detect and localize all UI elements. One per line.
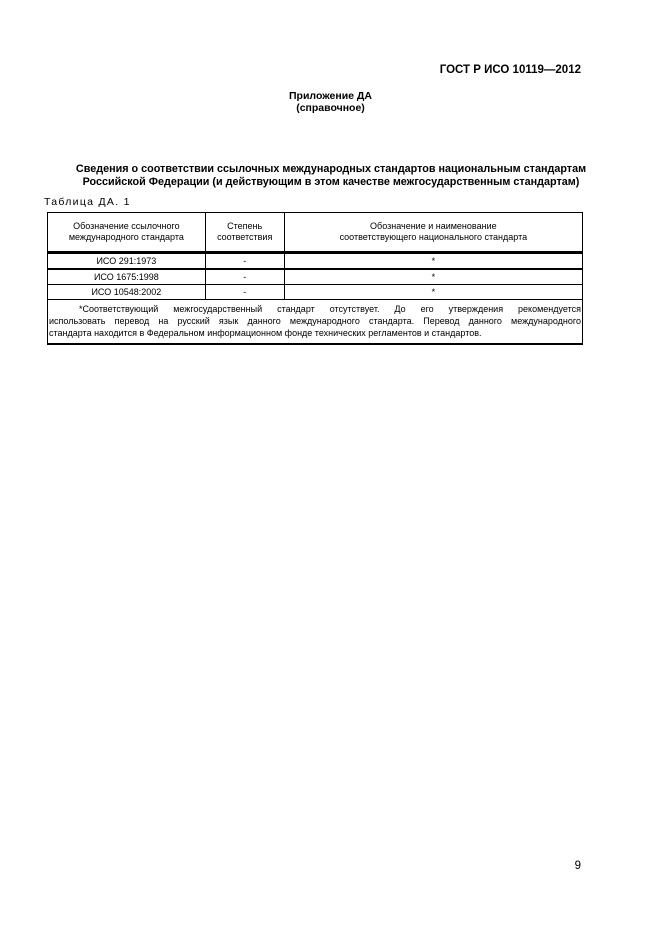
header-col2-line2: соответствия <box>217 232 273 242</box>
header-col1-line1: Обозначение ссылочного <box>73 221 180 231</box>
page-number: 9 <box>574 860 581 872</box>
table-footnote <box>48 300 583 345</box>
correspondence-table <box>47 212 583 345</box>
cell-national: * <box>284 269 582 285</box>
header-col3-line1: Обозначение и наименование <box>370 221 497 231</box>
cell-degree: - <box>205 269 284 285</box>
table-row <box>48 285 583 300</box>
header-col2-line1: Степень <box>227 221 263 231</box>
table-header-row <box>48 213 583 253</box>
cell-degree: - <box>205 253 284 270</box>
table-row <box>48 269 583 285</box>
footnote-line-1: *Соответствующий межгосударственный стандарт отсутствует. До его утверждения рекомендуется <box>79 304 581 314</box>
annex-heading <box>40 163 622 189</box>
cell-national: * <box>284 253 582 270</box>
table-footnote-row <box>48 300 583 345</box>
cell-standard: ИСО 291:1973 <box>48 253 206 270</box>
annex-block <box>0 90 661 114</box>
table-row <box>48 253 583 270</box>
cell-degree: - <box>205 285 284 300</box>
cell-national: * <box>284 285 582 300</box>
cell-standard: ИСО 10548:2002 <box>48 285 206 300</box>
annex-heading-line-2: Российской Федерации (и действующим в этом качестве межгосударственным стандартам) <box>82 176 580 188</box>
annex-heading-line-1: Сведения о соответствии ссылочных международных стандартов национальным стандартам <box>75 163 587 175</box>
document-code: ГОСТ Р ИСО 10119—2012 <box>439 64 581 76</box>
annex-title: Приложение ДА <box>289 90 372 102</box>
header-international-standard <box>48 213 206 253</box>
footnote-line-3: стандарта находится в Федеральном информационном фонде технических регламентов и стандартов. <box>49 328 482 338</box>
header-degree <box>205 213 284 253</box>
header-national-standard <box>284 213 582 253</box>
cell-standard: ИСО 1675:1998 <box>48 269 206 285</box>
header-col1-line2: международного стандарта <box>68 232 184 242</box>
header-col3-line2: соответствующего национального стандарта <box>339 232 528 242</box>
table-label: Таблица ДА. 1 <box>44 196 131 208</box>
footnote-line-2: использовать перевод на русский язык данного международного стандарта. Перевод данного международного <box>49 316 581 326</box>
annex-subtitle: (справочное) <box>296 102 365 114</box>
